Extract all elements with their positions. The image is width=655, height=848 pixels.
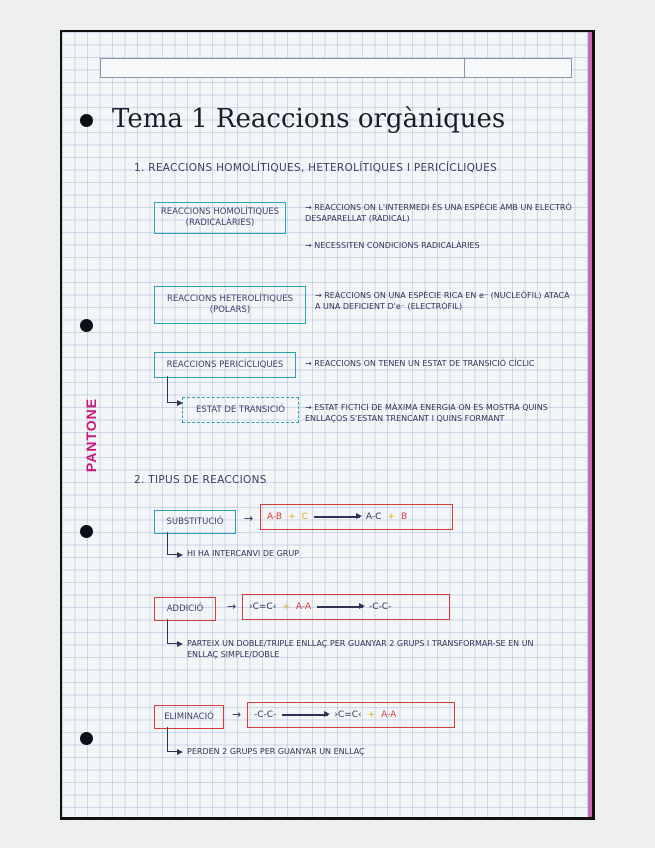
substitucio-equation bbox=[260, 504, 453, 530]
homolitiques-note: → REACCIONS ON L'INTERMEDI ÉS UNA ESPÈCIE AMB UN ELECTRÓ DESAPARELLAT (RADICAL) bbox=[305, 203, 572, 223]
eq-alkene: ›C=C‹ bbox=[249, 601, 277, 612]
eq-reactant-ab: A-B bbox=[267, 511, 283, 522]
branch-arrow-icon bbox=[167, 376, 178, 403]
substitucio-box: SUBSTITUCIÓ bbox=[154, 510, 236, 534]
eq-product-ac: A-C bbox=[365, 511, 382, 522]
eq-product-b: B bbox=[400, 511, 408, 522]
binder-hole-icon bbox=[80, 114, 93, 127]
sheet-edge-stripe bbox=[588, 32, 592, 817]
eq-reagent-aa: A-A bbox=[381, 709, 397, 720]
reaction-arrow-icon bbox=[314, 516, 360, 518]
header-divider bbox=[464, 58, 465, 78]
eq-alkane: -C-C- bbox=[254, 709, 277, 720]
arrow-icon: → bbox=[227, 600, 237, 613]
arrow-icon: → bbox=[244, 512, 254, 525]
notebook-sheet bbox=[62, 32, 592, 817]
branch-arrow-icon bbox=[167, 727, 178, 752]
substitucio-note: HI HA INTERCANVI DE GRUP bbox=[187, 549, 300, 558]
reaction-arrow-icon bbox=[317, 606, 363, 608]
addicio-box: ADDICIÓ bbox=[154, 597, 216, 621]
eq-alkane: -C-C- bbox=[369, 601, 392, 612]
heterolitiques-note: → REACCIONS ON UNA ESPÈCIE RICA EN e⁻ (NUCLEÒFIL) ATACA A UNA DEFICIENT D'e⁻ (ELECTRÒFIL) bbox=[315, 291, 570, 311]
header-box bbox=[100, 58, 572, 78]
eliminacio-note: PERDEN 2 GRUPS PER GUANYAR UN ENLLAÇ bbox=[187, 747, 365, 756]
page-title: Tema 1 Reaccions orgàniques bbox=[112, 104, 506, 134]
eq-plus: + bbox=[387, 511, 395, 522]
eq-plus: + bbox=[288, 511, 296, 522]
binder-hole-icon bbox=[80, 732, 93, 745]
addicio-note: PARTEIX UN DOBLE/TRIPLE ENLLAÇ PER GUANYAR 2 GRUPS I TRANSFORMAR-SE EN UN ENLLAÇ SIMPLE/DOBLE bbox=[187, 639, 534, 659]
eq-plus: + bbox=[367, 709, 376, 720]
addicio-eq-row bbox=[249, 602, 391, 613]
periciliques-note: → REACCIONS ON TENEN UN ESTAT DE TRANSICIÓ CÍCLIC bbox=[305, 359, 535, 368]
eq-reagent-aa: A-A bbox=[295, 601, 312, 612]
arrow-icon: → bbox=[232, 708, 242, 721]
estat-transicio-note: → ESTAT FICTICI DE MÀXIMA ENERGIA ON ES MOSTRA QUINS ENLLAÇOS S'ESTAN TRENCANT I QUINS FORMANT bbox=[305, 403, 548, 423]
addicio-equation bbox=[242, 594, 450, 620]
binder-hole-icon bbox=[80, 319, 93, 332]
section2-heading: 2. TIPUS DE REACCIONS bbox=[134, 474, 267, 486]
eq-plus: + bbox=[282, 601, 290, 612]
periciliques-box: REACCIONS PERICÍCLIQUES bbox=[154, 352, 296, 378]
reaction-arrow-icon bbox=[282, 714, 328, 716]
heterolitiques-box: REACCIONS HETEROLÍTIQUES (POLARS) bbox=[154, 286, 306, 324]
binder-hole-icon bbox=[80, 525, 93, 538]
eliminacio-box: ELIMINACIÓ bbox=[154, 705, 224, 729]
pantone-brand: PANTONE bbox=[83, 397, 100, 473]
homolitiques-box: REACCIONS HOMOLÍTIQUES (RADICALÀRIES) bbox=[154, 202, 286, 234]
eq-reactant-c: C bbox=[301, 511, 308, 522]
branch-arrow-icon bbox=[167, 532, 178, 555]
estat-transicio-box: ESTAT DE TRANSICIÓ bbox=[182, 397, 299, 423]
branch-arrow-icon bbox=[167, 619, 178, 644]
eq-alkene: ›C=C‹ bbox=[334, 709, 362, 720]
substitucio-eq-row bbox=[267, 512, 407, 523]
eliminacio-eq-row bbox=[254, 710, 396, 721]
eliminacio-equation bbox=[247, 702, 455, 728]
section1-heading: 1. REACCIONS HOMOLÍTIQUES, HETEROLÍTIQUES I PERICÍCLIQUES bbox=[134, 162, 498, 174]
homolitiques-note-2: → NECESSITEN CONDICIONS RADICALÀRIES bbox=[305, 241, 480, 250]
